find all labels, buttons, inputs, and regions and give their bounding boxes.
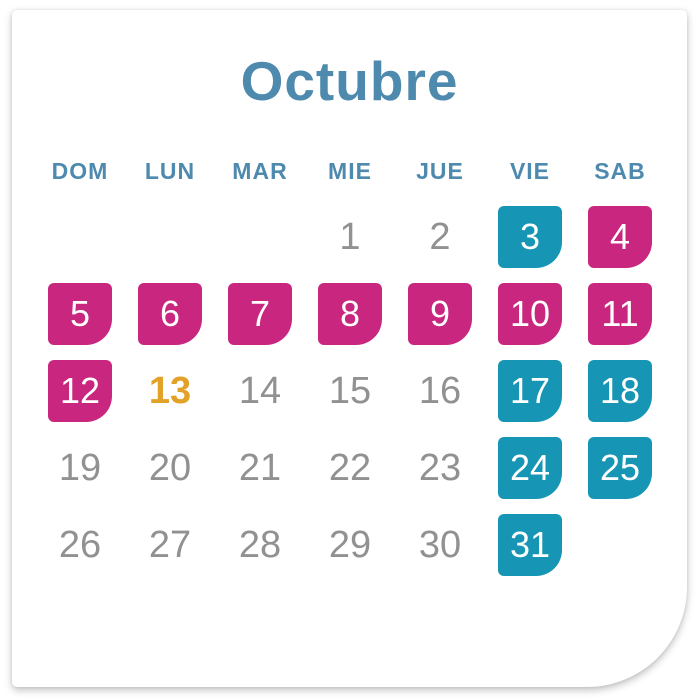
day-2-plain: 2	[429, 215, 451, 258]
day-23-plain: 23	[418, 446, 462, 489]
day-8-magenta: 8	[318, 283, 382, 345]
day-cell	[35, 275, 125, 352]
day-19-plain: 19	[58, 446, 102, 489]
day-26-plain: 26	[58, 523, 102, 566]
calendar-grid	[35, 198, 665, 583]
weekday-header-dom: DOM	[51, 158, 109, 184]
day-cell	[215, 275, 305, 352]
day-22-plain: 22	[328, 446, 372, 489]
day-17-teal: 17	[498, 360, 562, 422]
weekday-header-sab: SAB	[594, 158, 646, 184]
day-10-magenta: 10	[498, 283, 562, 345]
day-5-magenta: 5	[48, 283, 112, 345]
day-cell	[575, 352, 665, 429]
day-cell	[125, 352, 215, 429]
day-cell	[485, 506, 575, 583]
weekday-header-mar: MAR	[232, 158, 288, 184]
day-6-magenta: 6	[138, 283, 202, 345]
weekday-header-mie: MIE	[328, 158, 372, 184]
day-13-orange-text: 13	[148, 369, 192, 412]
day-7-magenta: 7	[228, 283, 292, 345]
day-cell	[215, 506, 305, 583]
day-11-magenta: 11	[588, 283, 652, 345]
day-cell	[395, 352, 485, 429]
day-cell	[305, 506, 395, 583]
day-cell	[485, 352, 575, 429]
empty-day-cell	[215, 198, 305, 275]
day-cell	[305, 352, 395, 429]
day-9-magenta: 9	[408, 283, 472, 345]
empty-day-cell	[35, 198, 125, 275]
day-cell	[575, 429, 665, 506]
day-cell	[35, 506, 125, 583]
empty-day-cell	[575, 506, 665, 583]
month-title: Octubre	[240, 50, 459, 112]
day-3-teal: 3	[498, 206, 562, 268]
day-27-plain: 27	[148, 523, 192, 566]
day-cell	[125, 275, 215, 352]
empty-day-cell	[125, 198, 215, 275]
day-cell	[215, 429, 305, 506]
day-20-plain: 20	[148, 446, 192, 489]
day-cell	[575, 275, 665, 352]
day-21-plain: 21	[238, 446, 282, 489]
day-cell	[35, 429, 125, 506]
day-cell	[395, 275, 485, 352]
day-30-plain: 30	[418, 523, 462, 566]
day-1-plain: 1	[339, 215, 361, 258]
day-cell	[395, 198, 485, 275]
day-cell	[485, 275, 575, 352]
day-cell	[305, 198, 395, 275]
day-cell	[485, 429, 575, 506]
day-cell	[125, 506, 215, 583]
day-cell	[305, 275, 395, 352]
day-12-magenta: 12	[48, 360, 112, 422]
weekday-header-vie: VIE	[509, 158, 551, 184]
weekday-header-row	[35, 158, 665, 185]
day-15-plain: 15	[328, 369, 372, 412]
day-cell	[35, 352, 125, 429]
weekday-header-lun: LUN	[144, 158, 196, 184]
calendar-card	[12, 10, 687, 687]
day-18-teal: 18	[588, 360, 652, 422]
day-cell	[215, 352, 305, 429]
day-cell	[485, 198, 575, 275]
day-31-teal: 31	[498, 514, 562, 576]
day-cell	[305, 429, 395, 506]
day-24-teal: 24	[498, 437, 562, 499]
day-14-plain: 14	[238, 369, 282, 412]
day-cell	[125, 429, 215, 506]
day-cell	[395, 429, 485, 506]
day-25-teal: 25	[588, 437, 652, 499]
day-28-plain: 28	[238, 523, 282, 566]
day-29-plain: 29	[328, 523, 372, 566]
day-cell	[575, 198, 665, 275]
day-16-plain: 16	[418, 369, 462, 412]
day-4-magenta: 4	[588, 206, 652, 268]
weekday-header-jue: JUE	[416, 158, 464, 184]
day-cell	[395, 506, 485, 583]
